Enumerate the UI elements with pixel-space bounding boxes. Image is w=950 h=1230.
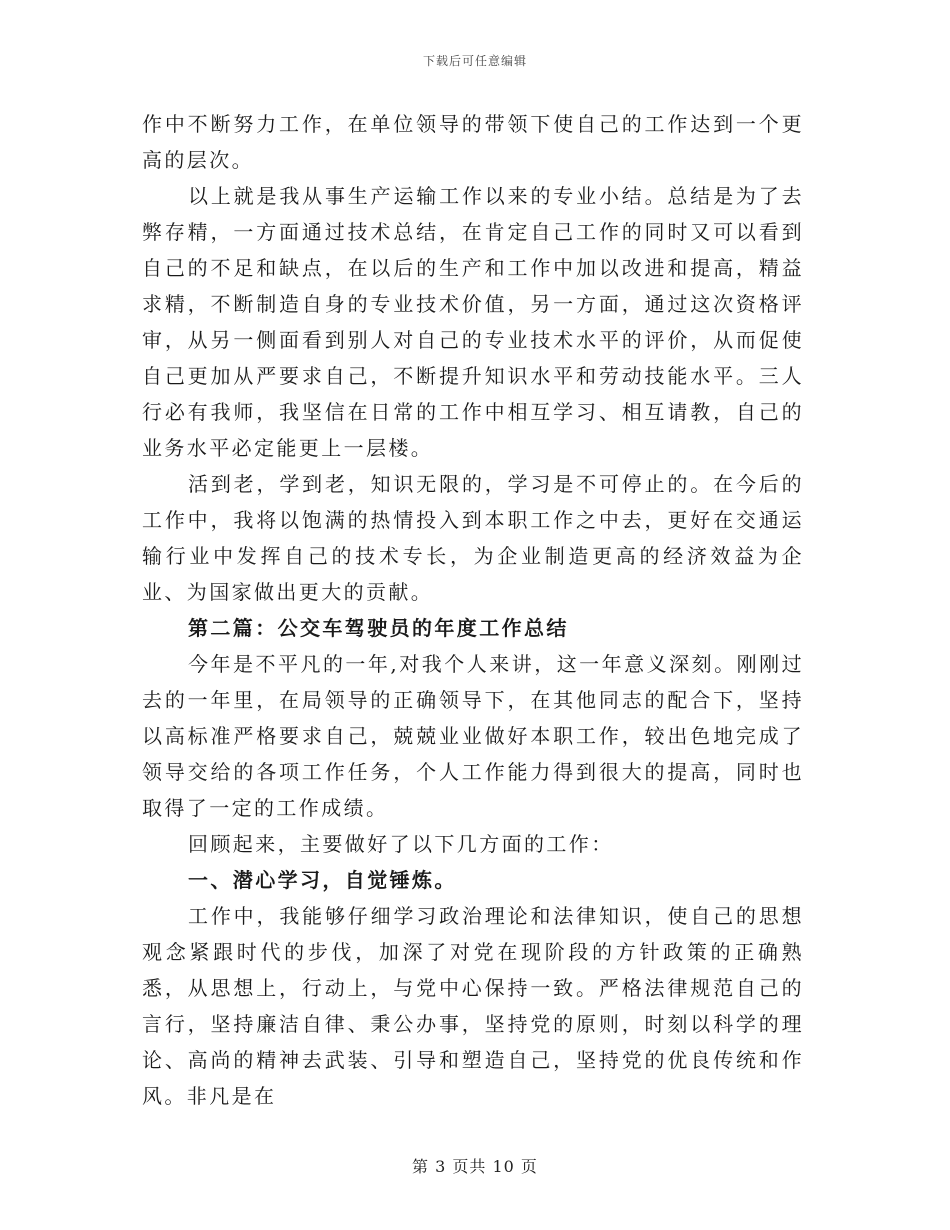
page-number: 第 3 页共 10 页: [412, 1157, 538, 1176]
paragraph-continuation: 作中不断努力工作，在单位领导的带领下使自己的工作达到一个更高的层次。: [142, 112, 804, 172]
paragraph-summary: 以上就是我从事生产运输工作以来的专业小结。总结是为了去弊存精，一方面通过技术总结，在肯定自己工作的同时又可以看到自己的不足和缺点，在以后的生产和工作中加以改进和提高，精益求精，不断制造自身的专业技术价值，另一方面，通过这次资格评审，从另一侧面看到别人对自己的专业技术水平的评价，从而促使自己更加从严要求自己，不断提升知识水平和劳动技能水平。三人行必有我师，我坚信在日常的工作中相互学习、相互请教，自己的业务水平必定能更上一层楼。: [142, 184, 804, 460]
paragraph-review-intro: 回顾起来，主要做好了以下几方面的工作：: [188, 832, 614, 856]
paragraph-year-review: 今年是不平凡的一年,对我个人来讲，这一年意义深刻。刚刚过去的一年里，在局领导的正确领导下，在其他同志的配合下，坚持以高标准严格要求自己，兢兢业业做好本职工作，较出色地完成了领导交给的各项工作任务，个人工作能力得到很大的提高，同时也取得了一定的工作成绩。: [142, 652, 804, 820]
document-body: [142, 106, 804, 1114]
paragraph-lifelong-learning: 活到老，学到老，知识无限的，学习是不可停止的。在今后的工作中，我将以饱满的热情投入到本职工作之中去，更好在交通运输行业中发挥自己的技术专长，为企业制造更高的经济效益为企业、为国家做出更大的贡献。: [142, 472, 804, 604]
header-note: 下载后可任意编辑: [422, 54, 527, 68]
subheading-study: 一、潜心学习，自觉锤炼。: [188, 868, 457, 892]
section-heading-part-two: 第二篇：公交车驾驶员的年度工作总结: [188, 616, 569, 640]
paragraph-study-details: 工作中，我能够仔细学习政治理论和法律知识，使自己的思想观念紧跟时代的步伐，加深了对党在现阶段的方针政策的正确熟悉，从思想上，行动上，与党中心保持一致。严格法律规范自己的言行，坚持廉洁自律、秉公办事，坚持党的原则，时刻以科学的理论、高尚的精神去武装、引导和塑造自己，坚持党的优良传统和作风。非凡是在: [142, 904, 804, 1108]
